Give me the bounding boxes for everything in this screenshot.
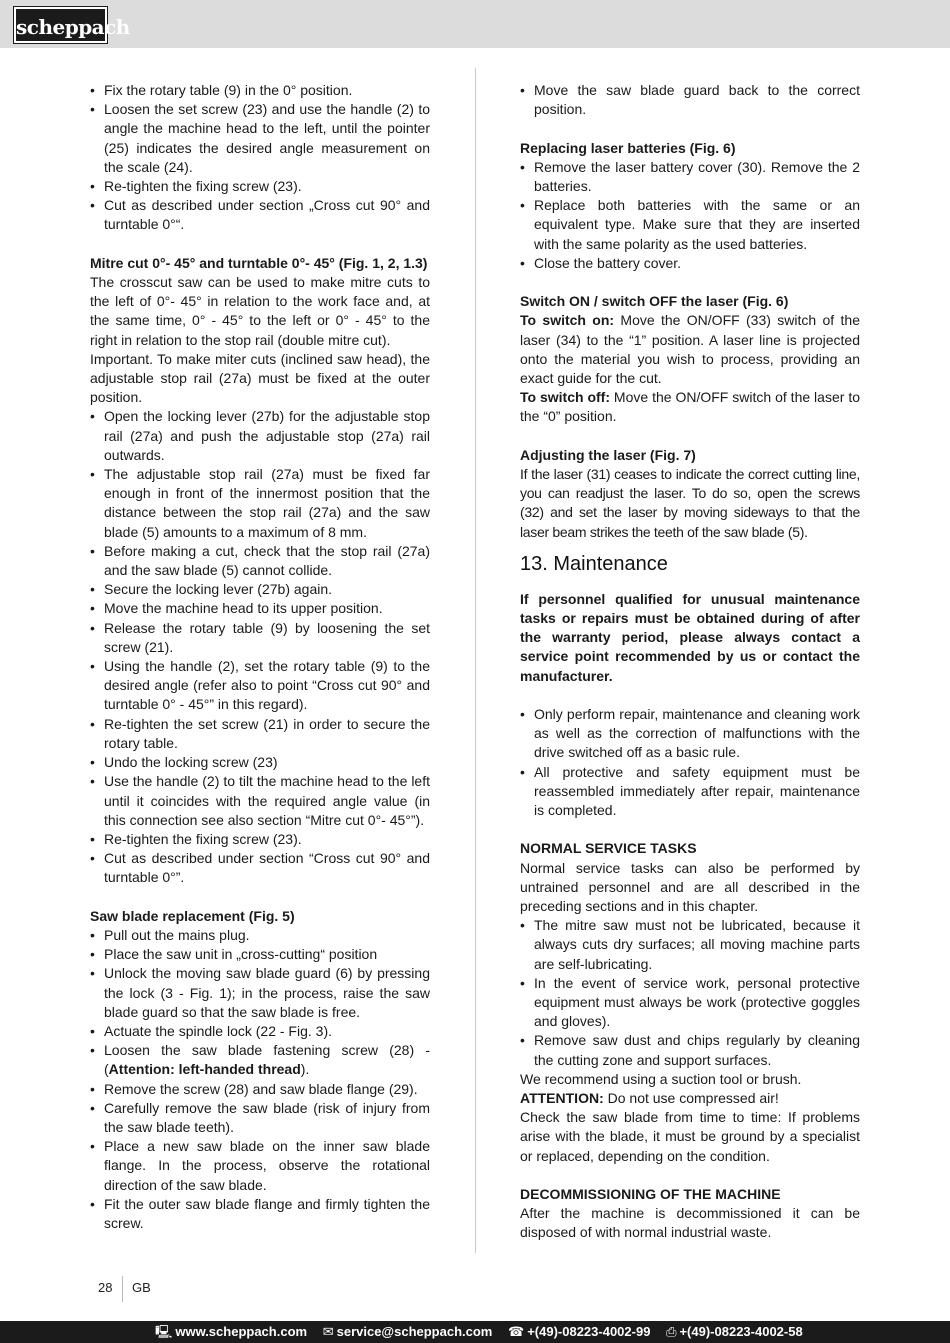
list-item: • Place the saw unit in „cross-cutting“ position [90,945,430,964]
section-heading-adjust-laser: Adjusting the laser (Fig. 7) [520,446,696,463]
attention-label: ATTENTION: [520,1090,604,1107]
list-item: • Close the battery cover. [520,254,860,273]
battery-steps-list [520,158,860,273]
paragraph: If the laser (31) ceases to indicate the correct cutting line, you can readjust the laser. To do so, open the screws (32) and set the laser by moving sideways to that the laser beam strikes the teeth of the saw blade (5). [520,466,860,540]
list-item: • Undo the locking screw (23) [90,753,430,772]
list-item: • Release the rotary table (9) by loosening the set screw (21). [90,619,430,657]
paragraph: The crosscut saw can be used to make mitre cuts to the left of 0°- 45° in relation to the work face and, at the same time, 0° - 45° to the left or 0° - 45° to the right in relation to the stop rail (double mitre cut). [90,274,430,348]
list-item: • Re-tighten the fixing screw (23). [90,830,430,849]
list-item: • Fit the outer saw blade flange and firmly tighten the screw. [90,1195,430,1233]
list-item: • Cut as described under section „Cross cut 90° and turntable 0°“. [90,196,430,234]
maintenance-notice: If personnel qualified for unusual maintenance tasks or repairs must be obtained during of after the warranty period, please always contact a service point recommended by us or contact the manufacturer. [520,590,860,684]
section-heading-switch-laser: Switch ON / switch OFF the laser (Fig. 6) [520,293,789,310]
website-link[interactable]: 🖳︎ www.scheppach.com [155,1324,308,1339]
list-item: • Pull out the mains plug. [90,926,430,945]
page-number: 28 [98,1280,113,1295]
switch-off-text: Move the ON/OFF switch of the laser to the “0” position. [520,389,860,425]
section-heading-normal-service: NORMAL SERVICE TASKS [520,840,697,857]
email-link[interactable]: ✉ service@scheppach.com [322,1324,493,1339]
mitre-steps-list [90,407,430,887]
list-item: • In the event of service work, personal protective equipment must always be work (protective goggles and gloves). [520,974,860,1032]
list-item: • Replace both batteries with the same or an equivalent type. Make sure that they are inserted with the same polarity as the used batteries. [520,196,860,254]
switch-off-label: To switch off: [520,389,611,406]
list-item: • Only perform repair, maintenance and cleaning work as well as the correction of malfunctions with the drive switched off as a basic rule. [520,705,860,763]
list-item: • Loosen the set screw (23) and use the handle (2) to angle the machine head to the left, until the pointer (25) indicates the desired angle measurement on the scale (24). [90,100,430,177]
maintenance-rules-list [520,705,860,820]
list-item-text: Loosen the saw blade fastening screw (28) - ( [104,1042,430,1078]
list-item: • Unlock the moving saw blade guard (6) by pressing the lock (3 - Fig. 1); in the process, raise the saw blade guard so that the saw blade is free. [90,964,430,1022]
list-item: • Remove the screw (28) and saw blade flange (29). [90,1080,430,1099]
paragraph: Normal service tasks can also be performed by untrained personnel and are all described in the preceding sections and in this chapter. [520,859,860,915]
fax-number: ⎙ +(49)-08223-4002-58 [666,1324,803,1339]
list-item: • Move the saw blade guard back to the correct position. [520,81,860,119]
section-heading-decommissioning: DECOMMISSIONING OF THE MACHINE [520,1186,781,1203]
attention-text: Do not use compressed air! [603,1090,779,1107]
service-tasks-list [520,916,860,1070]
computer-icon: 🖳︎ [155,1324,173,1339]
list-item: • Open the locking lever (27b) for the adjustable stop rail (27a) and push the adjustable stop (27a) rail outwards. [90,407,430,465]
paragraph: After the machine is decommissioned it can be disposed of with normal industrial waste. [520,1205,860,1241]
language-code: GB [132,1280,151,1295]
list-item: • Secure the locking lever (27b) again. [90,580,430,599]
contact-bar [0,1321,950,1343]
list-item: • Use the handle (2) to tilt the machine head to the left until it coincides with the required angle value (in this connection see also section “Mitre cut 0°- 45°”). [90,772,430,830]
list-item: • Remove the laser battery cover (30). Remove the 2 batteries. [520,158,860,196]
list-item: • All protective and safety equipment must be reassembled immediately after repair, maintenance is completed. [520,763,860,821]
blade-steps-list [90,926,430,1233]
left-column [90,81,430,1233]
bevel-steps-list [90,81,430,235]
list-item: • Fix the rotary table (9) in the 0° position. [90,81,430,100]
guard-list [520,81,860,119]
paragraph: We recommend using a suction tool or brush. [520,1070,802,1087]
chapter-title-maintenance: 13. Maintenance [520,552,668,575]
phone-number: ☎ +(49)-08223-4002-99 [508,1324,651,1339]
list-item: • Remove saw dust and chips regularly by cleaning the cutting zone and support surfaces. [520,1031,860,1069]
phone-icon: ☎ [508,1324,525,1339]
section-heading-mitre-cut: Mitre cut 0°- 45° and turntable 0°- 45° (Fig. 1, 2, 1.3) [90,254,428,271]
list-item: • Cut as described under section “Cross cut 90° and turntable 0°”. [90,849,430,887]
list-item: • Re-tighten the fixing screw (23). [90,177,430,196]
warning-text: Attention: left-handed thread [108,1061,301,1078]
header-bar [0,0,950,48]
section-heading-saw-blade-replacement: Saw blade replacement (Fig. 5) [90,907,295,924]
column-divider [475,68,476,1253]
brand-logo: scheppach [14,7,107,43]
list-item: • Move the machine head to its upper position. [90,599,430,618]
paragraph: Check the saw blade from time to time: If problems arise with the blade, it must be ground by a specialist or replaced, depending on the condition. [520,1109,860,1164]
right-column [520,81,860,1243]
switch-on-text: Move the ON/OFF (33) switch of the laser (34) to the “1” position. A laser line is projected onto the material you wish to process, providing an exact guide for the cut. [520,312,860,387]
paragraph [520,388,860,426]
list-item: • The mitre saw must not be lubricated, because it always cuts dry surfaces; all moving machine parts are self-lubricating. [520,916,860,974]
list-item: • Place a new saw blade on the inner saw blade flange. In the process, observe the rotational direction of the saw blade. [90,1137,430,1195]
list-item: • Using the handle (2), set the rotary table (9) to the desired angle (refer also to point “Cross cut 90° and turntable 0° - 45°” in this regard). [90,657,430,715]
list-item: • Actuate the spindle lock (22 - Fig. 3). [90,1022,430,1041]
list-item [90,1041,430,1079]
paragraph [520,311,860,388]
list-item: • Re-tighten the set screw (21) in order to secure the rotary table. [90,715,430,753]
section-heading-laser-batteries: Replacing laser batteries (Fig. 6) [520,139,736,156]
list-item: • The adjustable stop rail (27a) must be fixed far enough in front of the innermost position that the distance between the stop rail (27a) and the saw blade (5) amounts to a maximum of 8 mm. [90,465,430,542]
fax-icon: ⎙ [666,1324,677,1339]
list-item: • Carefully remove the saw blade (risk of injury from the saw blade teeth). [90,1099,430,1137]
email-icon: ✉ [322,1324,334,1339]
list-item: • Before making a cut, check that the stop rail (27a) and the saw blade (5) cannot collide. [90,542,430,580]
footer-divider [122,1276,123,1302]
paragraph: Important. To make miter cuts (inclined saw head), the adjustable stop rail (27a) must be fixed at the outer position. [90,350,430,406]
paragraph [520,1089,860,1108]
switch-on-label: To switch on: [520,312,615,329]
list-item-text: ). [300,1061,310,1078]
